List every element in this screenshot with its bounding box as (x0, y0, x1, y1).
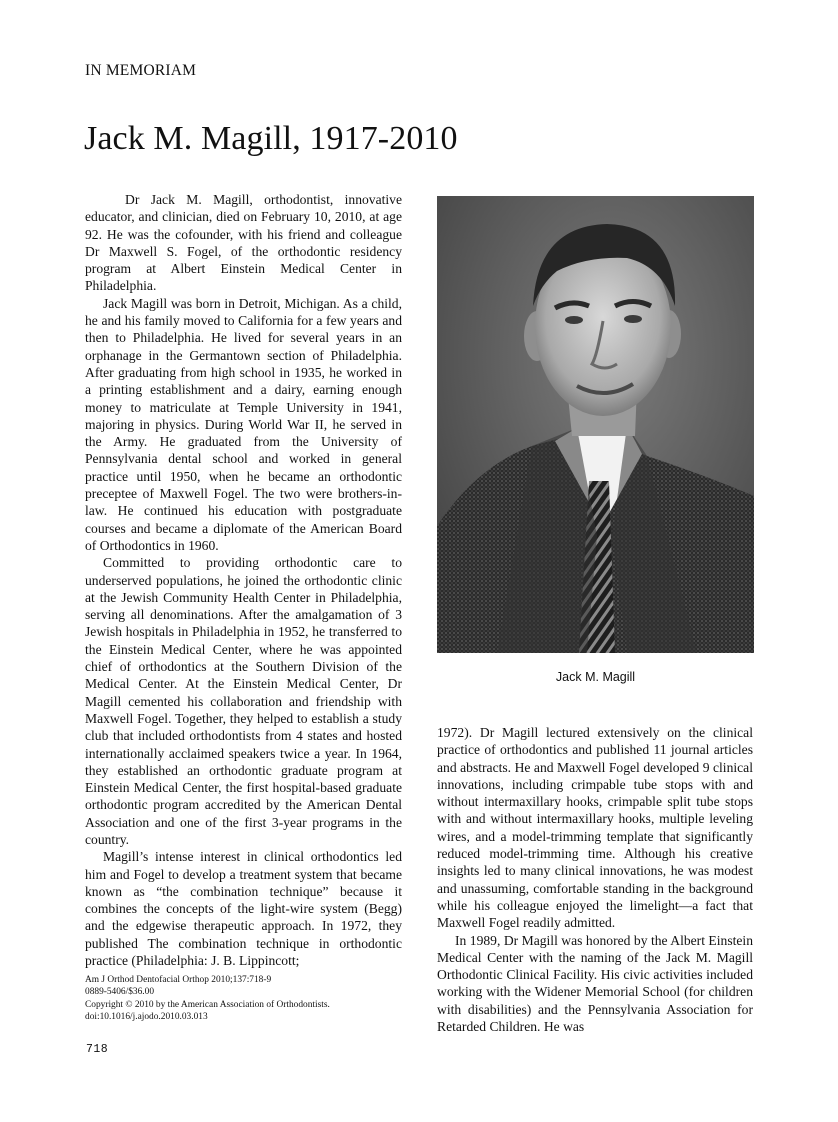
copyright-notice: Copyright © 2010 by the American Association of Orthodontists. (85, 999, 330, 1010)
paragraph: 1972). Dr Magill lectured extensively on the clinical practice of orthodontics and published 11 journal articles and abstracts. He and Maxwell Fogel developed 9 clinical innovations, including crimpable tube stops with and without intermaxillary hooks, crimpable split tube stops with and without intermaxillary hooks, multiple leveling wires, and a model-trimming template that significantly reduced model-trimming time. Although his creative insights led to many clinical innovations, he was modest and unassuming, comfortable standing in the background while his colleague enjoyed the limelight—a fact that Maxwell Fogel readily admitted. (437, 725, 753, 931)
paragraph: Dr Jack M. Magill, orthodontist, innovative educator, and clinician, died on February 10, 2010, at age 92. He was the cofounder, with his friend and colleague Dr Maxwell S. Fogel, of the orthodontic residency program at Albert Einstein Medical Center in Philadelphia. (85, 192, 402, 294)
paragraph: Jack Magill was born in Detroit, Michigan. As a child, he and his family moved to California for a few years and then to Philadelphia. He lived for several years in an orphanage in the Germantown section of Philadelphia. After graduating from high school in 1935, he worked in a printing establishment and a dairy, earning enough money to matriculate at Temple University in 1941, majoring in physics. During World War II, he served in the Army. He graduated from the University of Pennsylvania dental school and worked in general practice until 1950, when he became an orthodontic preceptee of Maxwell Fogel. The two were brothers-in-law. He continued his education with postgraduate courses and became a diplomate of the American Board of Orthodontics in 1960. (85, 295, 402, 553)
doi: doi:10.1016/j.ajodo.2010.03.013 (85, 1011, 208, 1022)
right-column (437, 724, 753, 1035)
paragraph: Committed to providing orthodontic care to underserved populations, he joined the orthodontic clinic at the Jewish Community Health Center in Philadelphia, serving all denominations. After the amalgamation of 3 Jewish hospitals in Philadelphia in 1952, he transferred to the Einstein Medical Center, where he was appointed chief of orthodontics at the Southern Division of the Medical Center. At the Einstein Medical Center, Dr Magill cemented his collaboration and friendship with Maxwell Fogel. Together, they helped to establish a study club that included orthodontists from 4 states and hosted internationally acclaimed speakers twice a year. In 1964, they established an orthodontic graduate program at Einstein Medical Center, the first hospital-based graduate orthodontic program accredited by the American Dental Association and one of the first 3-year programs in the country. (85, 555, 402, 847)
photo-caption: Jack M. Magill (555, 670, 636, 684)
left-column (85, 191, 402, 969)
journal-citation: Am J Orthod Dentofacial Orthop 2010;137:718-9 (85, 975, 272, 985)
page-number: 718 (86, 1043, 109, 1056)
paragraph: In 1989, Dr Magill was honored by the Albert Einstein Medical Center with the naming of the Jack M. Magill Orthodontic Clinical Facility. His civic activities included working with the Widener Memorial School (for children with disabilities) and the Pennsylvania Association for Retarded Children. He was (437, 932, 753, 1035)
footnote (85, 974, 405, 1023)
paragraph: Magill’s intense interest in clinical orthodontics led him and Fogel to develop a treatment system that became known as “the combination technique” because it combines the concepts of the light-wire system (Begg) and the edgewise therapeutic approach. In 1972, they published The combination technique in orthodontic practice (Philadelphia: J. B. Lippincott; (85, 849, 402, 969)
issn-price: 0889-5406/$36.00 (85, 987, 155, 998)
article-title: Jack M. Magill, 1917-2010 (84, 120, 458, 157)
portrait-photo (437, 196, 754, 653)
section-label: IN MEMORIAM (85, 62, 197, 79)
